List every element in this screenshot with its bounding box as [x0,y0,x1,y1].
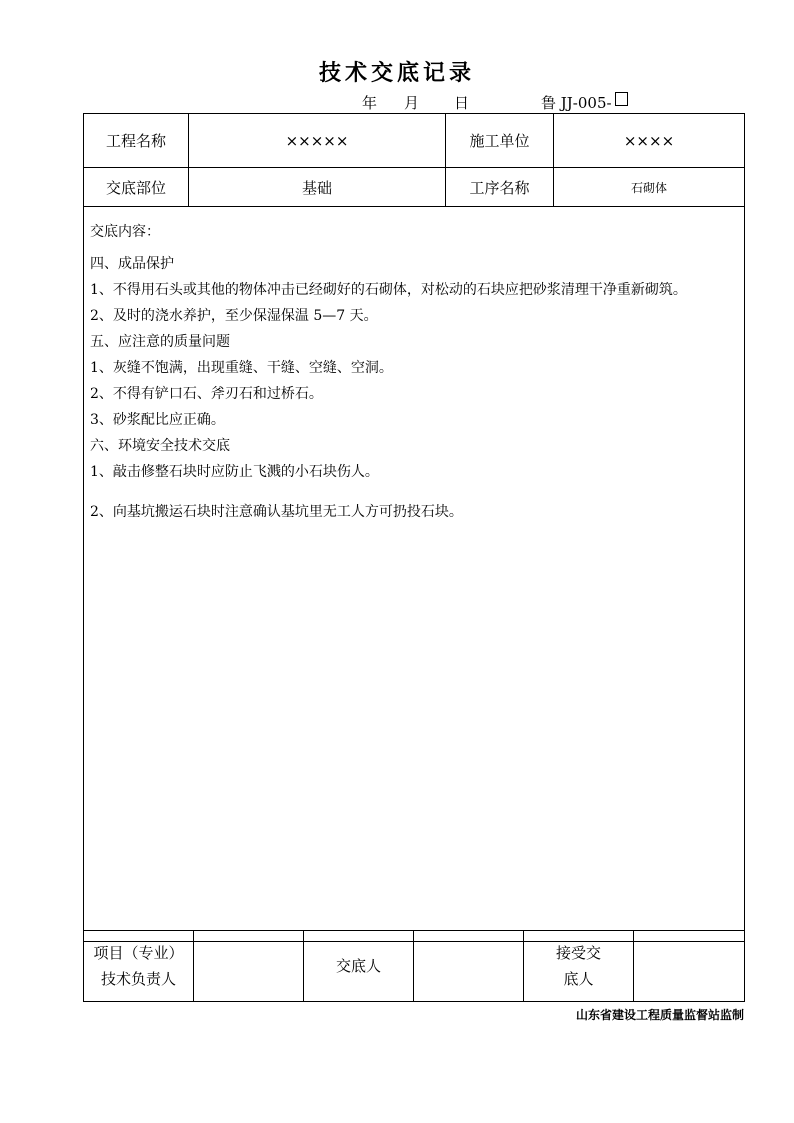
content-cell [84,207,745,942]
presenter-signature [414,931,524,1002]
process-label: 工序名称 [446,168,554,207]
content-line: 1、不得用石头或其他的物体冲击已经砌好的石砌体，对松动的石块应把砂浆清理干净重新砌筑。 [90,282,687,298]
issuer-footer: 山东省建设工程质量监督站监制 [575,1008,744,1022]
project-name-value: ××××× [189,114,446,168]
form-code [541,92,612,113]
part-label: 交底部位 [84,168,189,207]
content-line: 四、成品保护 [90,256,174,272]
content-label: 交底内容： [90,224,160,240]
content-line: 2、向基坑搬运石块时注意确认基坑里无工人方可扔投石块。 [90,504,463,520]
content-line: 2、及时的浇水养护，至少保湿保温 5—7 天。 [90,308,378,324]
receiver-label: 接受交 底人 [524,931,634,1002]
construction-unit-label: 施工单位 [446,114,554,168]
part-value: 基础 [189,168,446,207]
content-line: 五、应注意的质量问题 [90,334,230,350]
signature-table [83,930,745,1002]
date-line [0,92,794,112]
process-value: 石砌体 [554,168,745,207]
date-month: 月 [404,94,420,112]
document-title: 技术交底记录 [318,60,475,86]
construction-unit-value: ×××× [554,114,745,168]
tech-lead-signature [194,931,304,1002]
date-year: 年 [362,94,378,112]
presenter-label: 交底人 [304,931,414,1002]
content-line: 3、砂浆配比应正确。 [90,412,225,428]
content-line: 1、灰缝不饱满，出现重缝、干缝、空缝、空洞。 [90,360,393,376]
content-line: 2、不得有铲口石、斧刃石和过桥石。 [90,386,323,402]
content-line: 六、环境安全技术交底 [90,438,230,454]
content-line: 1、敲击修整石块时应防止飞溅的小石块伤人。 [90,464,379,480]
record-table [83,113,745,942]
tech-lead-label: 项目（专业） 技术负责人 [84,931,194,1002]
project-name-label: 工程名称 [84,114,189,168]
receiver-signature [634,931,745,1002]
form-code-prefix: 鲁 JJ-005- [541,94,612,112]
date-day: 日 [454,94,470,112]
code-box-3 [615,92,628,106]
